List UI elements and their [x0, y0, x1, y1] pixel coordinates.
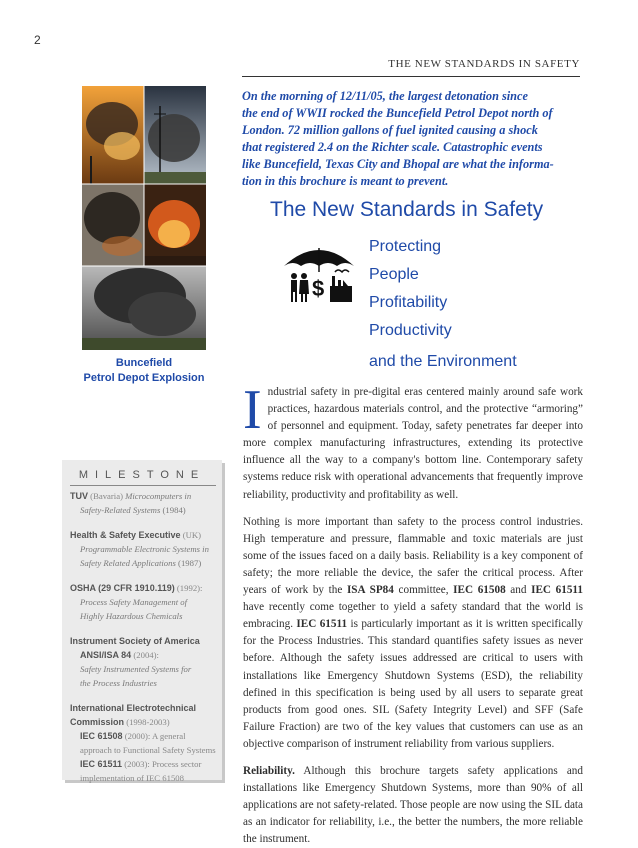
milestone-standard: IEC 61508 [80, 731, 123, 741]
milestone-year: (1998-2003) [124, 717, 170, 727]
milestone-title-text [70, 503, 220, 517]
buncefield-photo-collage [82, 86, 206, 350]
milestone-standard: IEC 61511 [80, 759, 123, 769]
pillars-list [369, 233, 517, 376]
milestone-year: (UK) [180, 530, 202, 540]
paragraph-text: is particularly important as it is written specifically for the Process Industries. This standard quantifies safety issues as never before. Although the safety issues addressed are critical to users with installations like Emergency Shutdown Systems (ESD), the reliability defined in this specification is being used by all users to separate great products from good ones. SIL (Safety Integrity Level) and SFF (Safe Failure Fraction) are two of the key values that customers can use as an objective comparison of instrument reliability from various suppliers. [243, 618, 583, 750]
milestone-title-text: implementation of IEC 61508 [80, 773, 184, 783]
milestone-org: Health & Safety Executive [70, 530, 181, 540]
paragraph-text: ndustrial safety in pre-digital eras centered mainly around safe work practices, hazardous materials control, and the protective “armoring” of personnel and equipment. Today, safety penetrates far deeper into more complex manufacturing infrastructures, extending its protective influence all the way to a company's bottom line. Contemporary safety systems reduce risk with operational advancements that frequently improve reliability, productivity and profitability as well. [243, 386, 583, 501]
milestone-org: OSHA (29 CFR 1910.119) [70, 583, 175, 593]
standard-iec-61511: IEC 61511 [296, 618, 348, 631]
standard-iec-61511: IEC 61511 [531, 584, 583, 597]
drop-cap: I [243, 379, 262, 441]
milestone-title: MILESTONE [78, 469, 206, 481]
milestone-org: Instrument Society of America [70, 636, 200, 646]
milestone-year: (2004): [131, 650, 159, 660]
intro-paragraph [242, 88, 587, 190]
header-rule [242, 76, 580, 77]
paragraph-text: committee, [393, 584, 454, 597]
intro-line: London. 72 million gallons of fuel ignited causing a shock [242, 123, 538, 137]
paragraph-text: have recently come together to yield a safety standard that the world is embracing. [243, 601, 583, 631]
milestone-list [70, 489, 220, 796]
standard-iec-61508: IEC 61508 [453, 584, 506, 597]
intro-line: the end of WWII rocked the Buncefield Petrol Depot north of [242, 106, 553, 120]
paragraph-text: Nothing is more important than safety to the process control industries. High temperature and pressure, flammable and toxic materials are just some of the issues faced on a daily basis. Reliability is a key component of safety; the more reliable the device, the safer the critical process. After years of work by the [243, 515, 583, 597]
intro-line: that registered 2.4 on the Richter scale. Catastrophic events [242, 140, 543, 154]
reliability-lead: Reliability. [243, 764, 295, 777]
milestone-year: (1987) [175, 558, 202, 568]
milestone-year: (2003): Process sector [122, 759, 202, 769]
pillar-item: Productivity [369, 322, 452, 339]
milestone-sub [70, 729, 220, 743]
milestone-title-text: the Process Industries [80, 678, 157, 688]
photo-caption [62, 356, 226, 386]
milestone-sub [70, 648, 220, 662]
milestone-title-text: Microcomputers in [125, 491, 192, 501]
milestone-title-text: Safety Instrumented Systems for [80, 664, 192, 674]
milestone-sidebar [62, 460, 222, 783]
milestone-title-text: Programmable Electronic Systems in [80, 544, 209, 554]
pillar-item: Protecting [369, 238, 442, 255]
milestone-standard: ANSI/ISA 84 [80, 650, 132, 660]
paragraph-reliability [243, 763, 583, 848]
caption-line-2: Petrol Depot Explosion [83, 372, 205, 384]
milestone-title-text: Safety Related Applications [80, 558, 176, 568]
milestone-item [70, 489, 220, 517]
milestone-year: (1992): [174, 583, 203, 593]
milestone-title-text: Highly Hazardous Chemicals [80, 611, 183, 621]
paragraph-intro [243, 379, 583, 504]
pillar-item: and the Environment [369, 353, 517, 370]
caption-line-1: Buncefield [115, 357, 173, 369]
milestone-year: (Bavaria) [88, 491, 126, 501]
milestone-title-text: Process Safety Management of [80, 597, 188, 607]
milestone-year: (2000): A general [122, 731, 186, 741]
intro-line: On the morning of 12/11/05, the largest detonation since [242, 89, 528, 103]
pillar-item: Profitability [369, 294, 448, 311]
paragraph-text: Although this brochure targets safety applications and installations like Emergency Shutdown Systems, more than 90% of all applications are not safety-related. Those people are now using the SIL data as an indicator for reliability, i.e., the better the numbers, the more reliable the instrument. [243, 764, 583, 846]
milestone-org: International Electrotechnical [70, 703, 197, 713]
milestone-title-text [70, 556, 220, 570]
umbrella-protection-icon [282, 242, 356, 308]
pillar-item: People [369, 266, 419, 283]
milestone-org: Commission [70, 717, 125, 727]
milestone-item [70, 701, 220, 785]
svg-text:$: $ [312, 276, 325, 301]
section-headline: The New Standards in Safety [270, 198, 544, 221]
page-number: 2 [34, 33, 41, 47]
milestone-title-text: Safety-Related Systems [80, 505, 161, 515]
milestone-org: TUV [70, 491, 88, 501]
intro-line: like Buncefield, Texas City and Bhopal are what the informa- [242, 157, 554, 171]
running-header: THE NEW STANDARDS IN SAFETY [388, 58, 580, 70]
milestone-item [70, 581, 220, 623]
milestone-sub [70, 757, 220, 771]
paragraph-standards [243, 514, 583, 753]
milestone-year: (1984) [160, 505, 186, 515]
milestone-title-text: approach to Functional Safety Systems [80, 745, 216, 755]
milestone-item [70, 528, 220, 570]
intro-line: tion in this brochure is meant to prevent. [242, 174, 449, 188]
body-column [243, 379, 583, 848]
milestone-item [70, 634, 220, 690]
milestone-rule [70, 485, 216, 486]
paragraph-text: and [505, 584, 532, 597]
standard-isa-sp84: ISA SP84 [346, 584, 394, 597]
